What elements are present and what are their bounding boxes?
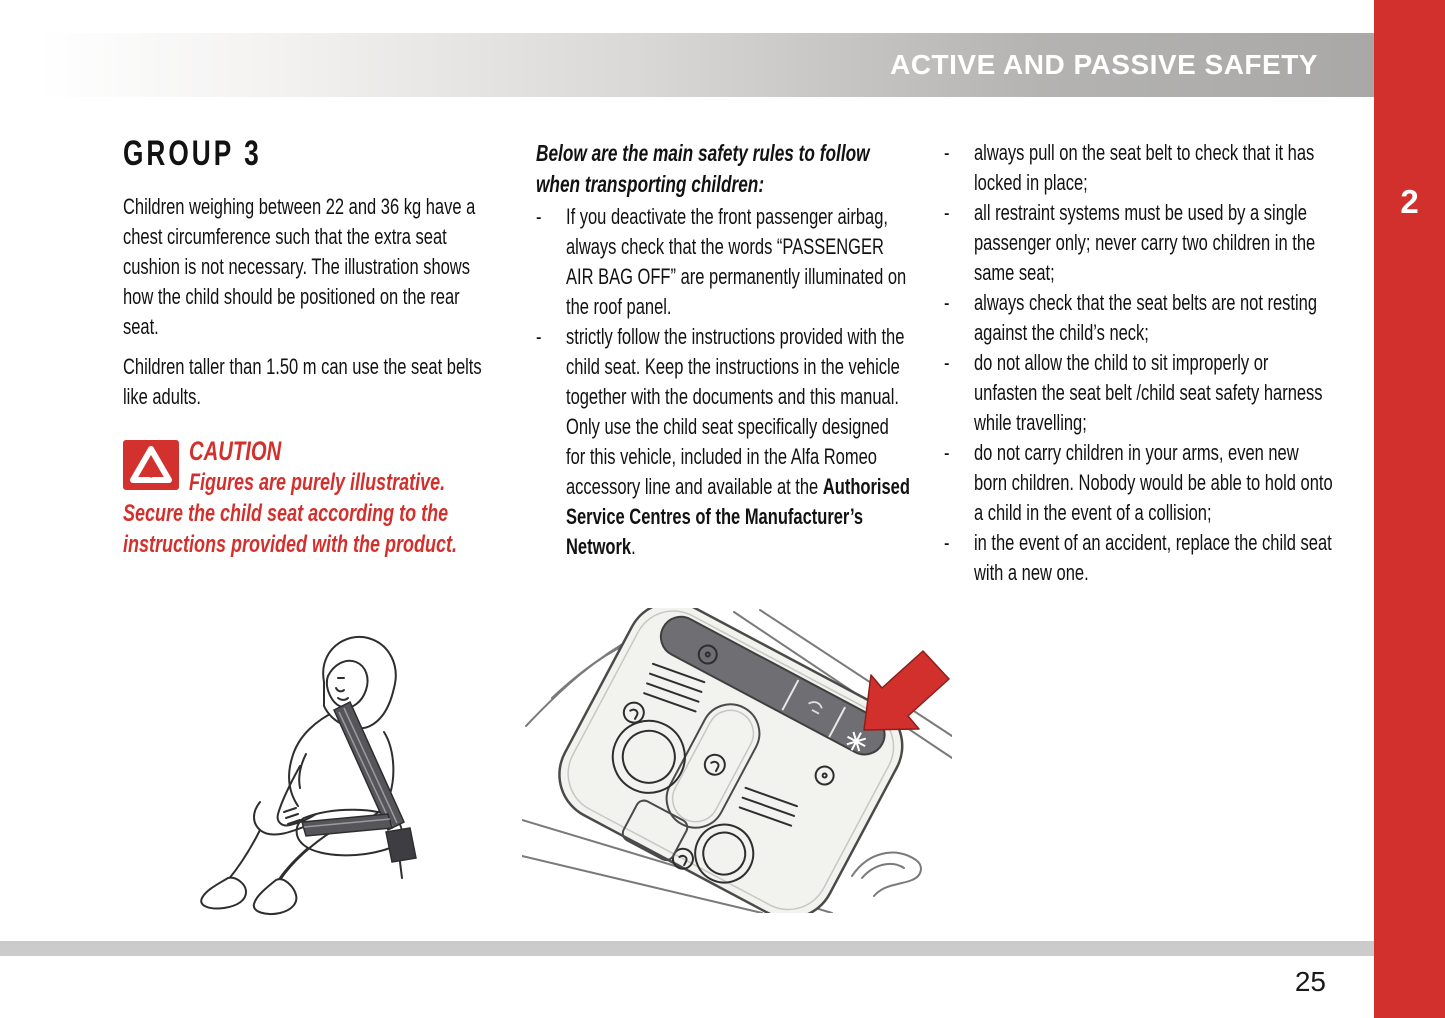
list-dash: - — [944, 290, 950, 315]
caution-title: CAUTION — [189, 436, 282, 466]
page-number: 25 — [1294, 966, 1326, 997]
column-group3 — [123, 134, 485, 560]
list-item — [536, 322, 910, 562]
warning-triangle-icon — [123, 440, 179, 490]
list-item-text: in the event of an accident, replace the child seat with a new one. — [974, 530, 1332, 585]
list-item-text-end: . — [631, 534, 636, 559]
safety-rules-intro: Below are the main safety rules to follow when transporting children: — [536, 140, 870, 197]
safety-rules-list — [536, 202, 910, 562]
list-dash: - — [536, 204, 542, 229]
list-item-text: do not allow the child to sit improperly or unfasten the seat belt /child seat safety harness while travelling; — [974, 350, 1323, 435]
list-dash: - — [944, 200, 950, 225]
list-item — [944, 288, 1336, 348]
list-item-text: If you deactivate the front passenger airbag, always check that the words “PASSENGER AIR BAG OFF” are permanently illuminated on the roof panel. — [566, 204, 907, 319]
roof-panel-drawing — [522, 608, 952, 913]
list-item-text: always check that the seat belts are not resting against the child’s neck; — [974, 290, 1318, 345]
list-dash: - — [536, 324, 542, 349]
section-header-bar — [36, 33, 1374, 97]
caution-text: Figures are purely illustrative. Secure the child seat according to the instructions provided with the product. — [123, 469, 458, 558]
group3-paragraph-2: Children taller than 1.50 m can use the seat belts like adults. — [123, 354, 482, 409]
list-item — [536, 202, 910, 322]
child-booster-seat-illustration — [188, 626, 470, 923]
list-item-text-plain: strictly follow the instructions provided with the child seat. Keep the instructions in the vehicle together with the documents and this manual. Only use the child seat specifically designed for this vehicle, included in the Alfa Romeo accessory line and available at the — [566, 324, 905, 499]
red-arrow-icon — [864, 651, 949, 730]
safety-rules-list-2 — [944, 138, 1336, 588]
list-dash: - — [944, 350, 950, 375]
group3-heading: GROUP 3 — [123, 134, 262, 173]
list-item — [944, 438, 1336, 528]
chapter-number: 2 — [1400, 183, 1419, 220]
group3-paragraph-1: Children weighing between 22 and 36 kg have a chest circumference such that the extra seat cushion is not necessary. The illustration shows how the child should be positioned on the rear seat. — [123, 194, 476, 339]
column-safety-rules-continued — [944, 138, 1336, 588]
chapter-side-bar — [1374, 0, 1445, 1018]
list-dash: - — [944, 440, 950, 465]
warning-triangle-glyph — [129, 445, 173, 485]
list-item-text: always pull on the seat belt to check that it has locked in place; — [974, 140, 1315, 195]
list-dash: - — [944, 530, 950, 555]
list-item-text — [566, 322, 910, 562]
child-booster-seat-drawing — [188, 626, 470, 918]
list-item-text: do not carry children in your arms, even new born children. Nobody would be able to hold onto a child in the event of a collision; — [974, 440, 1333, 525]
list-item — [944, 528, 1336, 588]
list-item — [944, 198, 1336, 288]
list-item-text: all restraint systems must be used by a single passenger only; never carry two children in the same seat; — [974, 200, 1316, 285]
list-item-text-bold: Authorised Service Centres of the Manufacturer’s Network — [566, 474, 910, 559]
footer-divider-bar — [0, 941, 1374, 956]
list-item — [944, 138, 1336, 198]
list-dash: - — [944, 140, 950, 165]
column-safety-rules — [536, 138, 910, 562]
list-item — [944, 348, 1336, 438]
section-title: ACTIVE AND PASSIVE SAFETY — [890, 49, 1318, 80]
caution-block — [123, 436, 485, 560]
roof-panel-illustration — [522, 608, 952, 918]
